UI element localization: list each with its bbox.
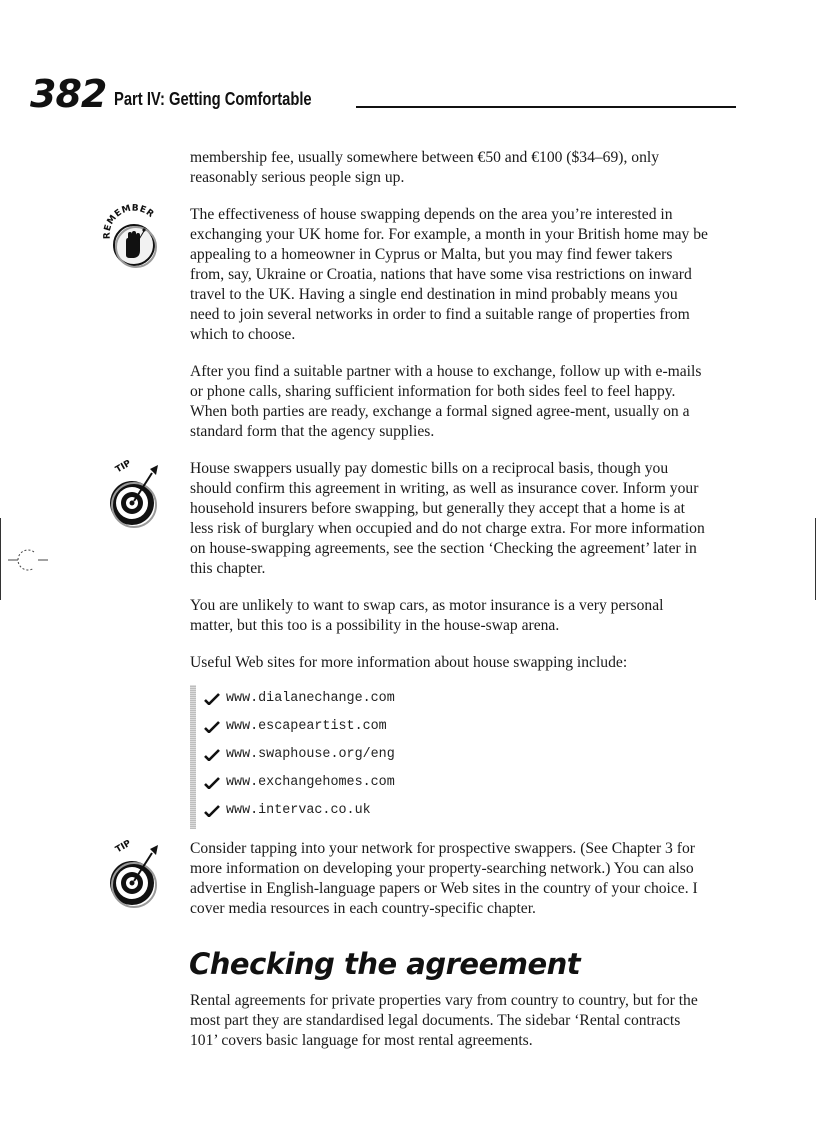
check-bullet-icon bbox=[204, 749, 220, 761]
section-heading: Checking the agreement bbox=[189, 947, 581, 981]
tip-block bbox=[114, 838, 710, 919]
list-item bbox=[190, 713, 710, 741]
paragraph: Rental agreements for private properties vary from country to country, but for the most part they are standardised legal documents. The sidebar ‘Rental contracts 101’ covers basic language for most rental agreements. bbox=[190, 992, 698, 1049]
part-title: Part IV: Getting Comfortable bbox=[114, 89, 312, 109]
body-text bbox=[102, 148, 710, 1068]
margin-line-left bbox=[0, 518, 1, 600]
list-item bbox=[190, 741, 710, 769]
paragraph: After you find a suitable partner with a house to exchange, follow up with e-mails or phone calls, sharing sufficient information for both sides feel to feel happy. When both parties are ready, exchange a formal signed agree-ment, usually on a standard form that the agency supplies. bbox=[190, 363, 702, 440]
website-link[interactable]: www.dialanechange.com bbox=[226, 691, 395, 706]
check-bullet-icon bbox=[204, 777, 220, 789]
tip-icon bbox=[98, 837, 168, 907]
website-link[interactable]: www.intervac.co.uk bbox=[226, 803, 371, 818]
tip-icon bbox=[98, 457, 168, 527]
website-link[interactable]: www.exchangehomes.com bbox=[226, 775, 395, 790]
website-link[interactable]: www.swaphouse.org/eng bbox=[226, 747, 395, 762]
check-bullet-icon bbox=[204, 693, 220, 705]
paragraph: House swappers usually pay domestic bills on a reciprocal basis, though you should confirm this agreement in writing, as well as insurance cover. Inform your household insurers before swapping, but generally they accept that a home is at less risk of burglary when occupied and do not charge extra. For more information on house-swapping agreements, see the section ‘Checking the agreement’ later in this chapter. bbox=[190, 460, 705, 577]
page-number: 382 bbox=[30, 72, 107, 116]
header-rule bbox=[356, 106, 736, 108]
list-item bbox=[190, 797, 710, 825]
check-bullet-icon bbox=[204, 721, 220, 733]
paragraph: You are unlikely to want to swap cars, as motor insurance is a very personal matter, but this too is a possibility in the house-swap arena. bbox=[190, 597, 664, 634]
registration-mark-icon bbox=[8, 546, 48, 574]
svg-text:TIP: TIP bbox=[114, 458, 133, 476]
check-bullet-icon bbox=[204, 805, 220, 817]
page-header bbox=[30, 72, 706, 122]
list-item bbox=[190, 769, 710, 797]
paragraph: Useful Web sites for more information about house swapping include: bbox=[190, 654, 628, 671]
website-list bbox=[190, 681, 710, 829]
tip-block bbox=[114, 458, 710, 579]
svg-text:REMEMBER: REMEMBER bbox=[102, 203, 156, 240]
remember-block bbox=[102, 203, 710, 345]
svg-text:TIP: TIP bbox=[114, 838, 133, 856]
paragraph: The effectiveness of house swapping depends on the area you’re interested in exchanging your UK home for. For example, a month in your British home may be appealing to a homeowner in Cyprus or Malta, but you may find fewer takers from, say, Ukraine or Croatia, nations that have some visa restrictions on inward travel to the UK. Having a single end destination in mind probably means you need to join several networks in order to find a suitable range of properties from which to choose. bbox=[190, 206, 708, 343]
remember-icon bbox=[98, 201, 168, 271]
paragraph: Consider tapping into your network for prospective swappers. (See Chapter 3 for more information on developing your property-searching network.) You can also advertise in English-language papers or Web sites in the country of your choice. I cover media resources in each country-specific chapter. bbox=[190, 840, 698, 917]
list-item bbox=[190, 685, 710, 713]
website-link[interactable]: www.escapeartist.com bbox=[226, 719, 387, 734]
paragraph: membership fee, usually somewhere between €50 and €100 ($34–69), only reasonably serious people sign up. bbox=[190, 149, 659, 186]
